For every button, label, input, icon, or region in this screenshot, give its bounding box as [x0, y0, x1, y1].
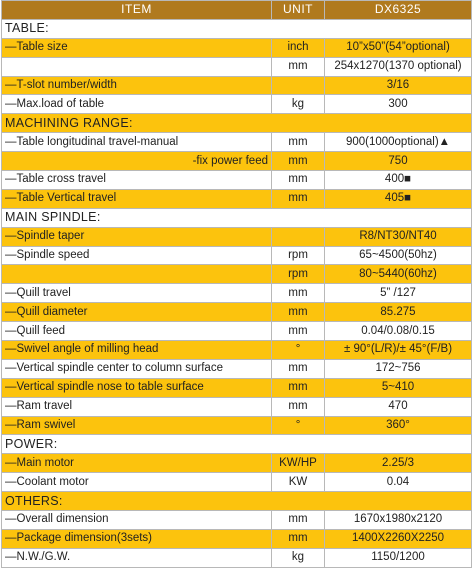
spec-row	[2, 378, 472, 397]
spec-value: 172~756	[325, 359, 472, 378]
spec-item: —Quill feed	[2, 322, 272, 341]
spec-unit: mm	[272, 511, 325, 530]
spec-item: —Coolant motor	[2, 473, 272, 492]
section-title: TABLE:	[2, 19, 472, 38]
spec-row	[2, 284, 472, 303]
section-row	[2, 114, 472, 133]
spec-item: —Vertical spindle nose to table surface	[2, 378, 272, 397]
spec-item: —Quill diameter	[2, 303, 272, 322]
spec-unit: mm	[272, 152, 325, 171]
spec-unit	[272, 227, 325, 246]
section-row	[2, 19, 472, 38]
section-title: OTHERS:	[2, 492, 472, 511]
spec-value: R8/NT30/NT40	[325, 227, 472, 246]
spec-item: —Overall dimension	[2, 511, 272, 530]
spec-item	[2, 265, 272, 284]
spec-item	[2, 57, 272, 76]
spec-value: 900(1000optional)▲	[325, 133, 472, 152]
spec-value: ± 90°(L/R)/± 45°(F/B)	[325, 341, 472, 360]
spec-item: —Quill travel	[2, 284, 272, 303]
spec-item: —Spindle speed	[2, 246, 272, 265]
spec-value: 3/16	[325, 76, 472, 95]
spec-unit: rpm	[272, 265, 325, 284]
spec-value: 300	[325, 95, 472, 114]
spec-unit: mm	[272, 57, 325, 76]
spec-value: 400■	[325, 171, 472, 190]
spec-row	[2, 227, 472, 246]
spec-row	[2, 473, 472, 492]
spec-item: —Spindle taper	[2, 227, 272, 246]
spec-row	[2, 303, 472, 322]
spec-unit: rpm	[272, 246, 325, 265]
spec-unit: mm	[272, 284, 325, 303]
spec-row	[2, 359, 472, 378]
spec-item: —Main motor	[2, 454, 272, 473]
spec-unit: kg	[272, 95, 325, 114]
spec-value: 1670x1980x2120	[325, 511, 472, 530]
spec-item: —Swivel angle of milling head	[2, 341, 272, 360]
spec-row	[2, 133, 472, 152]
spec-value: 1150/1200	[325, 548, 472, 567]
spec-item: —Ram swivel	[2, 416, 272, 435]
spec-row	[2, 246, 472, 265]
spec-row	[2, 322, 472, 341]
spec-unit: mm	[272, 171, 325, 190]
spec-row	[2, 95, 472, 114]
spec-item: —Max.load of table	[2, 95, 272, 114]
spec-value: 0.04	[325, 473, 472, 492]
spec-row	[2, 171, 472, 190]
spec-row	[2, 57, 472, 76]
spec-unit: mm	[272, 397, 325, 416]
spec-unit: mm	[272, 359, 325, 378]
spec-unit: mm	[272, 529, 325, 548]
spec-item: —T-slot number/width	[2, 76, 272, 95]
spec-value: 80~5440(60hz)	[325, 265, 472, 284]
spec-value: 750	[325, 152, 472, 171]
spec-row	[2, 189, 472, 208]
spec-item: —Table longitudinal travel-manual	[2, 133, 272, 152]
section-title: MAIN SPINDLE:	[2, 208, 472, 227]
spec-unit: mm	[272, 378, 325, 397]
spec-row	[2, 341, 472, 360]
spec-unit: mm	[272, 189, 325, 208]
spec-value: 2.25/3	[325, 454, 472, 473]
spec-value: 254x1270(1370 optional)	[325, 57, 472, 76]
spec-value: 65~4500(50hz)	[325, 246, 472, 265]
spec-item: —Package dimension(3sets)	[2, 529, 272, 548]
spec-row	[2, 152, 472, 171]
section-row	[2, 435, 472, 454]
spec-row	[2, 511, 472, 530]
spec-unit: mm	[272, 133, 325, 152]
header-model: DX6325	[325, 1, 472, 20]
spec-row	[2, 76, 472, 95]
spec-value: 5~410	[325, 378, 472, 397]
spec-row	[2, 416, 472, 435]
spec-unit	[272, 76, 325, 95]
spec-row	[2, 397, 472, 416]
section-title: POWER:	[2, 435, 472, 454]
section-row	[2, 208, 472, 227]
spec-value: 85.275	[325, 303, 472, 322]
spec-value: 1400X2260X2250	[325, 529, 472, 548]
spec-unit: mm	[272, 303, 325, 322]
spec-table	[1, 0, 472, 568]
spec-value: 405■	[325, 189, 472, 208]
spec-item: —Table size	[2, 38, 272, 57]
spec-unit: °	[272, 416, 325, 435]
spec-unit: mm	[272, 322, 325, 341]
spec-unit: KW/HP	[272, 454, 325, 473]
spec-unit: inch	[272, 38, 325, 57]
header-item: ITEM	[2, 1, 272, 20]
spec-row	[2, 548, 472, 567]
table-header-row	[2, 1, 472, 20]
spec-value: 10”x50”(54”optional)	[325, 38, 472, 57]
spec-item: —Table Vertical travel	[2, 189, 272, 208]
section-row	[2, 492, 472, 511]
spec-item: —Table cross travel	[2, 171, 272, 190]
spec-item: -fix power feed	[2, 152, 272, 171]
spec-unit: °	[272, 341, 325, 360]
spec-value: 470	[325, 397, 472, 416]
spec-value: 5” /127	[325, 284, 472, 303]
spec-unit: KW	[272, 473, 325, 492]
section-title: MACHINING RANGE:	[2, 114, 472, 133]
spec-item: —Ram travel	[2, 397, 272, 416]
spec-row	[2, 38, 472, 57]
spec-row	[2, 454, 472, 473]
header-unit: UNIT	[272, 1, 325, 20]
spec-value: 0.04/0.08/0.15	[325, 322, 472, 341]
spec-row	[2, 265, 472, 284]
spec-value: 360°	[325, 416, 472, 435]
spec-unit: kg	[272, 548, 325, 567]
spec-item: —N.W./G.W.	[2, 548, 272, 567]
spec-item: —Vertical spindle center to column surface	[2, 359, 272, 378]
